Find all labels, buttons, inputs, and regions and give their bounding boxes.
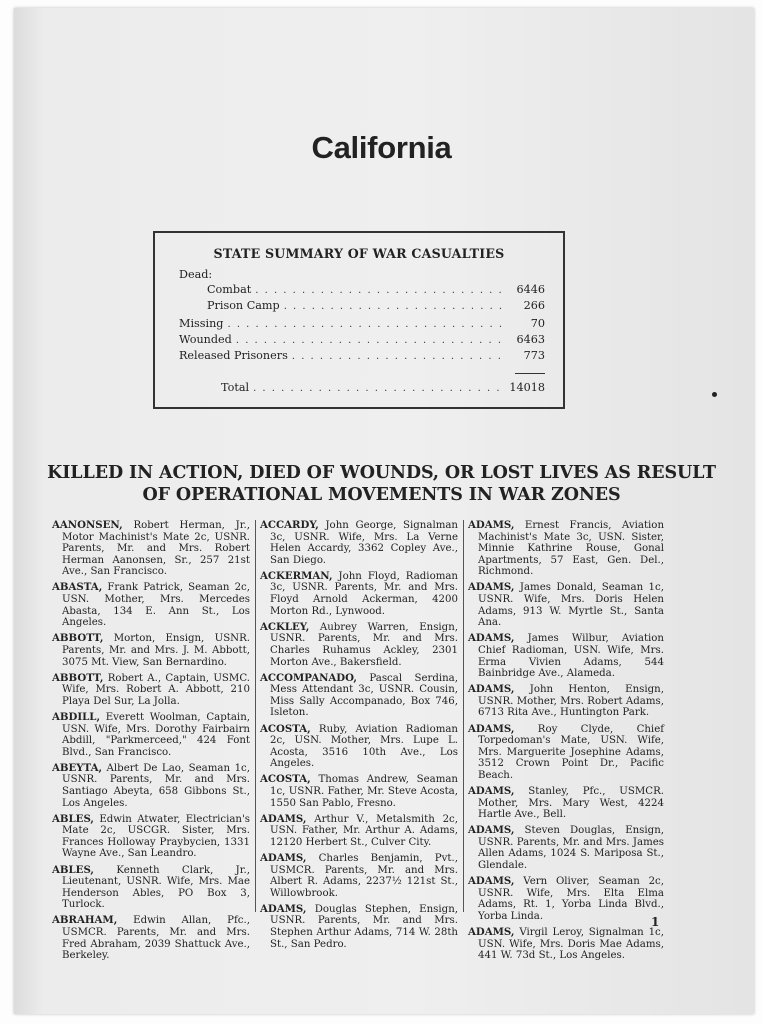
summary-row-label: Missing xyxy=(179,317,224,330)
casualty-column-2 xyxy=(260,520,458,955)
casualty-entry xyxy=(260,814,458,849)
casualty-details: Edwin Atwater, Electrician's Mate 2c, USCGR. Sister, Mrs. Frances Holloway Praybycien, 1331 Wayne Ave., San Leandro. xyxy=(62,813,250,860)
casualty-entry xyxy=(468,724,664,782)
casualty-name: ABASTA, xyxy=(52,581,103,594)
casualty-details: Everett Woolman, Captain, USN. Wife, Mrs. Dorothy Fairbairn Abdill, "Parkmerceed," 424 Font Blvd., San Francisco. xyxy=(62,711,250,758)
casualty-name: ACOSTA, xyxy=(260,722,311,735)
casualty-name: ACCARDY, xyxy=(260,519,319,531)
casualty-entry xyxy=(260,853,458,899)
casualty-details: Morton, Ensign, USNR. Parents, Mr. and Mrs. J. M. Abbott, 3075 Mt. View, San Bernardino. xyxy=(62,633,250,668)
page-number: 1 xyxy=(651,915,660,929)
summary-row-value: 6446 xyxy=(516,283,545,296)
casualty-name: ADAMS, xyxy=(468,875,515,888)
summary-row-value: 6463 xyxy=(516,333,545,346)
casualty-details: Virgil Leroy, Signalman 1c, USN. Wife, Mrs. Doris Mae Adams, 441 W. 73d St., Los Angeles. xyxy=(478,927,664,962)
casualty-name: ADAMS, xyxy=(260,902,307,915)
casualty-entry xyxy=(468,582,664,628)
leader-dots xyxy=(227,319,505,330)
casualty-entry xyxy=(468,927,664,962)
summary-row-total xyxy=(221,381,545,397)
casualty-name: ADAMS, xyxy=(468,926,515,938)
casualty-details: John Floyd, Radioman 3c, USNR. Parents, Mr. and Mrs. Floyd Arnold Ackerman, 4200 Morton Rd., Lynwood. xyxy=(270,570,458,617)
total-rule xyxy=(515,373,545,374)
casualty-entry xyxy=(52,814,250,860)
casualty-column-1 xyxy=(52,520,250,966)
summary-row-wounded xyxy=(179,333,545,349)
section-heading xyxy=(0,462,763,506)
casualty-entry xyxy=(468,876,664,922)
casualty-entry xyxy=(260,571,458,617)
casualty-entry xyxy=(468,520,664,578)
casualty-details: Robert A., Captain, USMC. Wife, Mrs. Robert A. Abbott, 210 Playa Del Sur, La Jolla. xyxy=(62,672,250,707)
casualty-details: Ernest Francis, Aviation Machinist's Mate 3c, USN. Sister, Minnie Kathrine Rouse, Gonal Apartments, 57 East, Gen. Del., Richmond. xyxy=(478,520,664,578)
leader-dots xyxy=(253,383,505,394)
casualty-entry xyxy=(260,622,458,668)
casualty-name: ABRAHAM, xyxy=(52,914,118,927)
summary-row-value: 14018 xyxy=(509,381,545,394)
casualty-details: Charles Benjamin, Pvt., USMCR. Parents, Mr. and Mrs. Albert R. Adams, 2237½ 121st St., Willowbrook. xyxy=(270,852,458,899)
casualty-name: ADAMS, xyxy=(468,632,515,645)
casualty-details: Albert De Lao, Seaman 1c, USNR. Parents, Mr. and Mrs. Santiago Abeyta, 658 Gibbons St., Los Angeles. xyxy=(62,762,250,809)
casualty-entry xyxy=(468,684,664,719)
casualty-details: Stanley, Pfc., USMCR. Mother, Mrs. Mary West, 4224 Hartle Ave., Bell. xyxy=(478,785,664,821)
section-heading-line: KILLED IN ACTION, DIED OF WOUNDS, OR LOST LIVES AS RESULT xyxy=(47,463,716,483)
casualty-name: ACKERMAN, xyxy=(260,569,333,582)
column-divider xyxy=(255,520,256,912)
casualty-details: Kenneth Clark, Jr., Lieutenant, USNR. Wife, Mrs. Mae Henderson Ables, PO Box 3, Turlock. xyxy=(62,864,250,911)
casualty-details: Robert Herman, Jr., Motor Machinist's Mate 2c, USNR. Parents, Mr. and Mrs. Robert Herman Aanonsen, Sr., 257 21st Ave., San Francisco. xyxy=(62,520,250,578)
casualty-entry xyxy=(52,763,250,809)
casualty-name: ADAMS, xyxy=(468,581,515,594)
casualty-entry xyxy=(260,774,458,809)
casualty-entry xyxy=(52,865,250,911)
casualty-details: Douglas Stephen, Ensign, USNR. Parents, Mr. and Mrs. Stephen Arthur Adams, 714 W. 28th St., San Pedro. xyxy=(270,903,458,950)
casualty-name: ADAMS, xyxy=(468,519,515,531)
casualty-name: ADAMS, xyxy=(260,812,307,825)
column-divider xyxy=(463,520,464,912)
leader-dots xyxy=(236,335,505,346)
casualty-details: Arthur V., Metalsmith 2c, USN. Father, Mr. Arthur A. Adams, 12120 Herbert St., Culver City. xyxy=(270,813,458,848)
casualty-name: ACKLEY, xyxy=(260,620,310,633)
summary-row-label: Prison Camp xyxy=(207,299,280,312)
casualty-entry xyxy=(468,825,664,871)
casualty-details: Pascal Serdina, Mess Attendant 3c, USNR. Cousin, Miss Sally Accompanado, Box 746, Isleton. xyxy=(270,672,458,719)
casualty-details: Vern Oliver, Seaman 2c, USNR. Wife, Mrs. Elta Elma Adams, Rt. 1, Yorba Linda Blvd., Yorba Linda. xyxy=(478,876,664,922)
summary-row-value: 773 xyxy=(523,349,545,362)
section-heading-line: OF OPERATIONAL MOVEMENTS IN WAR ZONES xyxy=(142,485,621,505)
casualty-entry xyxy=(52,915,250,961)
casualty-entry xyxy=(260,724,458,770)
casualty-name: ADAMS, xyxy=(468,722,515,735)
casualty-summary-box xyxy=(153,231,565,409)
casualty-details: John George, Signalman 3c, USNR. Wife, Mrs. La Verne Helen Accardy, 3362 Copley Ave., San Diego. xyxy=(270,520,458,566)
ink-mark xyxy=(712,392,717,397)
casualty-column-3 xyxy=(468,520,664,966)
leader-dots xyxy=(255,285,505,296)
casualty-entry xyxy=(260,673,458,719)
casualty-details: James Donald, Seaman 1c, USNR. Wife, Mrs. Doris Helen Adams, 913 W. Myrtle St., Santa Ana. xyxy=(478,582,664,629)
casualty-name: AANONSEN, xyxy=(52,519,123,531)
leader-dots xyxy=(284,301,505,312)
casualty-details: James Wilbur, Aviation Chief Radioman, USN. Wife, Mrs. Erma Vivien Adams, 544 Bainbridge Ave., Alameda. xyxy=(478,633,664,680)
casualty-entry xyxy=(468,786,664,821)
casualty-entry xyxy=(468,633,664,679)
summary-row-prison-camp xyxy=(207,299,545,315)
summary-row-released-prisoners xyxy=(179,349,545,365)
casualty-entry xyxy=(260,904,458,950)
casualty-details: Edwin Allan, Pfc., USMCR. Parents, Mr. and Mrs. Fred Abraham, 2039 Shattuck Ave., Berkeley. xyxy=(62,915,250,962)
summary-row-label: Wounded xyxy=(179,333,232,346)
casualty-name: ADAMS, xyxy=(260,851,307,864)
summary-row-label: Total xyxy=(221,381,250,394)
casualty-name: ADAMS, xyxy=(468,683,515,696)
casualty-entry xyxy=(52,633,250,668)
summary-row-label: Released Prisoners xyxy=(179,349,288,362)
casualty-entry xyxy=(52,582,250,628)
casualty-name: ACCOMPANADO, xyxy=(260,671,357,684)
casualty-name: ABEYTA, xyxy=(52,761,103,774)
summary-title: STATE SUMMARY OF WAR CASUALTIES xyxy=(213,246,505,261)
casualty-entry xyxy=(52,673,250,708)
casualty-name: ACOSTA, xyxy=(260,773,311,786)
page-title: California xyxy=(311,130,452,165)
summary-row-missing xyxy=(179,317,545,333)
casualty-name: ABBOTT, xyxy=(52,632,104,645)
casualty-details: Frank Patrick, Seaman 2c, USN. Mother, Mrs. Mercedes Abasta, 134 E. Ann St., Los Angeles. xyxy=(62,582,250,629)
casualty-name: ABBOTT, xyxy=(52,671,104,684)
casualty-details: Thomas Andrew, Seaman 1c, USNR. Father, Mr. Steve Acosta, 1550 San Pablo, Fresno. xyxy=(270,774,458,809)
casualty-details: John Henton, Ensign, USNR. Mother, Mrs. Robert Adams, 6713 Rita Ave., Huntington Park. xyxy=(478,684,664,719)
summary-row-value: 266 xyxy=(523,299,545,312)
leader-dots xyxy=(292,351,505,362)
casualty-details: Aubrey Warren, Ensign, USNR. Parents, Mr. and Mrs. Charles Ruhamus Ackley, 2301 Morton Ave., Bakersfield. xyxy=(270,621,458,668)
casualty-entry xyxy=(52,520,250,578)
summary-row-combat xyxy=(207,283,545,299)
casualty-name: ADAMS, xyxy=(468,784,515,797)
casualty-entry xyxy=(52,712,250,758)
casualty-name: ABLES, xyxy=(52,863,94,876)
dead-label: Dead: xyxy=(179,268,213,281)
casualty-name: ABDILL, xyxy=(52,710,100,723)
casualty-entry xyxy=(260,520,458,566)
casualty-name: ADAMS, xyxy=(468,824,515,837)
casualty-details: Roy Clyde, Chief Torpedoman's Mate, USN. Wife, Mrs. Marguerite Josephine Adams, 3512 Crown Point Dr., Pacific Beach. xyxy=(478,723,664,781)
summary-row-label: Combat xyxy=(207,283,252,296)
casualty-details: Ruby, Aviation Radioman 2c, USN. Mother, Mrs. Lupe L. Acosta, 3516 10th Ave., Los Angeles. xyxy=(270,723,458,770)
casualty-details: Steven Douglas, Ensign, USNR. Parents, Mr. and Mrs. James Allen Adams, 1024 S. Mariposa St., Glendale. xyxy=(478,825,664,872)
casualty-name: ABLES, xyxy=(52,812,94,825)
summary-row-value: 70 xyxy=(530,317,545,330)
